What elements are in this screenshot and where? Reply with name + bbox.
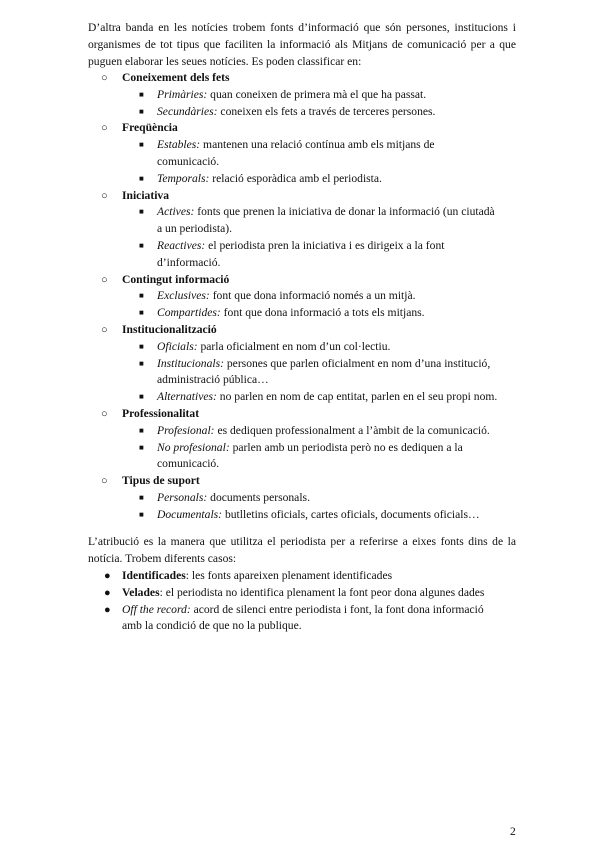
subcategory-item (157, 288, 517, 305)
square-bullet-icon: ■ (139, 140, 144, 150)
subcategory-item (157, 171, 517, 188)
square-bullet-icon: ■ (139, 106, 144, 116)
subcategory-term: Primàries: (157, 87, 208, 101)
subcategory-continuation: comunicació. (157, 155, 220, 168)
square-bullet-icon: ■ (139, 425, 144, 435)
subcategory-continuation: comunicació. (157, 457, 220, 471)
subcategory-description: no parlen en nom de cap entitat, parlen en el seu propi nom. (216, 390, 498, 404)
category-title: Coneixement dels fets (122, 71, 230, 84)
attribution-paragraph: L’atribució es la manera que utilitza el periodista per a referirse a eixes fonts dins de la notícia. Trobem diferents casos: (88, 535, 516, 565)
subcategory-description: quan coneixen de primera mà el que ha passat. (207, 87, 427, 101)
attribution-case (122, 602, 516, 619)
square-bullet-icon: ■ (139, 442, 144, 452)
subcategory-continuation: administració pública… (157, 373, 269, 387)
subcategory-description: font que dona informació només a un mitjà. (209, 289, 416, 303)
category-title: Contingut informació (122, 272, 230, 286)
subcategory-term: Actives: (157, 205, 195, 219)
subcategory-term: No profesional: (157, 440, 230, 454)
subcategory-description: parlen amb un periodista però no es dediquen a la (229, 440, 463, 454)
category-title: Tipus de suport (122, 474, 200, 488)
subcategory-term: Institucionals: (157, 356, 224, 370)
case-term: Off the record: (122, 602, 191, 616)
category-title: Iniciativa (122, 188, 170, 202)
page-number: 2 (510, 826, 516, 838)
subcategory-description: font que dona informació a tots els mitjans. (220, 306, 425, 320)
subcategory-term: Exclusives: (157, 289, 210, 303)
subcategory-term: Temporals: (157, 171, 210, 185)
case-continuation: amb la condició de que no la publique. (122, 619, 302, 633)
bullet-dot-icon: ● (104, 586, 111, 599)
square-bullet-icon: ■ (139, 392, 144, 402)
square-bullet-icon: ■ (139, 493, 144, 502)
subcategory-term: Oficials: (157, 339, 198, 353)
subcategory-term: Reactives: (157, 239, 206, 252)
square-bullet-icon: ■ (139, 207, 144, 217)
hollow-circle-bullet-icon: ○ (101, 408, 108, 420)
subcategory-term: Estables: (157, 138, 201, 152)
square-bullet-icon: ■ (139, 173, 144, 183)
subcategory-item (157, 238, 517, 255)
square-bullet-icon: ■ (139, 341, 144, 351)
subcategory-term: Personals: (157, 491, 208, 504)
case-description: : el periodista no identifica plenament la font peor dona algunes dades (159, 585, 485, 599)
subcategory-item (157, 356, 517, 373)
subcategory-item (157, 490, 517, 507)
subcategory-description: es dediquen professionalment a l’àmbit de la comunicació. (214, 423, 490, 437)
subcategory-description: butlletins oficials, cartes oficials, documents oficials… (222, 507, 480, 521)
subcategory-item (157, 423, 517, 440)
intro-paragraph: D’altra banda en les notícies trobem fonts d’informació que són persones, institucions i organismes de tot tipus que faciliten la informació als Mitjans de comunicació per a que puguen elaborar les seues notícies. Es poden classificar en: (88, 21, 516, 68)
subcategory-item (157, 305, 517, 322)
hollow-circle-bullet-icon: ○ (101, 324, 108, 336)
subcategory-description: documents personals. (207, 491, 310, 504)
category-title: Institucionalització (122, 323, 217, 336)
category-title: Professionalitat (122, 407, 200, 420)
bullet-dot-icon: ● (104, 603, 111, 616)
subcategory-term: Compartides: (157, 306, 221, 320)
subcategory-description: relació esporàdica amb el periodista. (209, 171, 382, 185)
hollow-circle-bullet-icon: ○ (101, 189, 108, 202)
subcategory-description: coneixen els fets a través de terceres persones. (217, 104, 436, 118)
subcategory-description: parla oficialment en nom d’un col·lectiu. (197, 339, 391, 353)
subcategory-continuation: d’informació. (157, 255, 221, 269)
subcategory-item (157, 87, 517, 104)
subcategory-term: Alternatives: (157, 390, 217, 404)
hollow-circle-bullet-icon: ○ (101, 72, 108, 84)
subcategory-item (157, 137, 517, 154)
subcategory-term: Documentals: (157, 507, 223, 521)
square-bullet-icon: ■ (139, 291, 144, 301)
subcategory-item (157, 204, 517, 221)
square-bullet-icon: ■ (139, 509, 144, 519)
subcategory-description: persones que parlen oficialment en nom d’una institució, (223, 356, 491, 370)
hollow-circle-bullet-icon: ○ (101, 122, 108, 135)
hollow-circle-bullet-icon: ○ (101, 475, 108, 488)
subcategory-continuation: a un periodista). (157, 222, 233, 236)
square-bullet-icon: ■ (139, 358, 144, 368)
subcategory-description: fonts que prenen la iniciativa de donar la informació (un ciutadà (194, 205, 495, 219)
hollow-circle-bullet-icon: ○ (101, 273, 108, 286)
subcategory-item (157, 104, 517, 121)
case-term: Velades (122, 585, 160, 599)
subcategory-item (157, 440, 517, 457)
square-bullet-icon: ■ (139, 308, 144, 318)
square-bullet-icon: ■ (139, 241, 144, 250)
subcategory-description: el periodista pren la iniciativa i es dirigeix a la font (205, 239, 445, 252)
case-description: : les fonts apareixen plenament identificades (185, 569, 393, 582)
subcategory-item (157, 389, 517, 406)
bullet-dot-icon: ● (104, 570, 111, 582)
subcategory-term: Profesional: (157, 423, 215, 437)
category-title: Freqüència (122, 121, 178, 135)
subcategory-item (157, 339, 517, 356)
subcategory-item (157, 507, 517, 524)
square-bullet-icon: ■ (139, 89, 144, 99)
attribution-case (122, 568, 516, 585)
subcategory-description: mantenen una relació contínua amb els mitjans de (200, 138, 435, 152)
case-description: acord de silenci entre periodista i font, la font dona informació (190, 602, 484, 616)
subcategory-term: Secundàries: (157, 104, 218, 118)
attribution-case (122, 585, 516, 602)
case-term: Identificades (122, 569, 186, 582)
